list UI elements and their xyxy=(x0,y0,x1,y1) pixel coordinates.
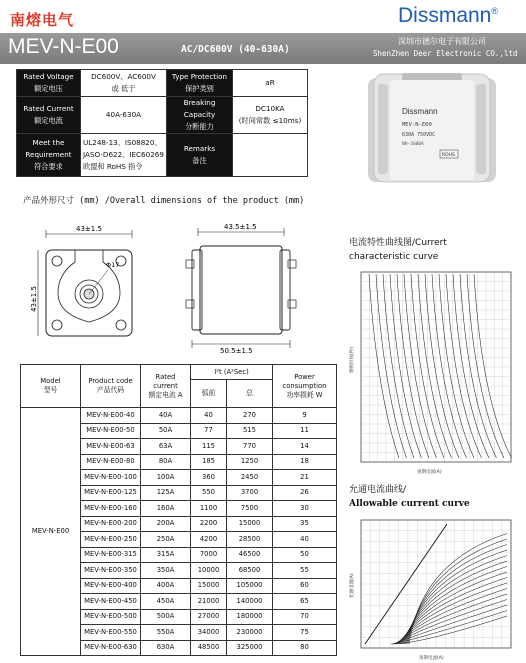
total-i2t-cell: 28500 xyxy=(227,532,273,548)
standards-line-2: JASO-D622、IEC60269 xyxy=(83,150,164,159)
rated-current-cell: 350A xyxy=(141,563,191,579)
product-code-cell: MEV-N-E00-100 xyxy=(81,470,141,486)
total-i2t-cell: 325000 xyxy=(227,640,273,656)
power-cell: 9 xyxy=(273,408,337,424)
total-i2t-cell: 1250 xyxy=(227,454,273,470)
total-i2t-cell: 68500 xyxy=(227,563,273,579)
allow-x-label: 预期电流(A) xyxy=(419,656,444,661)
title-banner xyxy=(0,33,526,64)
product-code-cell: MEV-N-E00-40 xyxy=(81,408,141,424)
power-cell: 65 xyxy=(273,594,337,610)
characteristic-curve-chart xyxy=(347,266,517,476)
product-code-cell: MEV-N-E00-250 xyxy=(81,532,141,548)
product-code-cell: MEV-N-E00-315 xyxy=(81,547,141,563)
breaking-capacity-value: DC10KA xyxy=(255,104,285,113)
power-cell: 50 xyxy=(273,547,337,563)
power-cell: 75 xyxy=(273,625,337,641)
product-code-cell: MEV-N-E00-350 xyxy=(81,563,141,579)
company-name-en: ShenZhen Deer Electronic CO.,ltd xyxy=(373,49,518,58)
product-code-cell: MEV-N-E00-450 xyxy=(81,594,141,610)
total-i2t-cell: 15000 xyxy=(227,516,273,532)
pre-arc-cell: 77 xyxy=(191,423,227,439)
product-code-cell: MEV-N-E00-550 xyxy=(81,625,141,641)
allowable-curve-title: 允通电流曲线/ Allowable current curve xyxy=(349,485,470,509)
product-code-cell: MEV-N-E00-50 xyxy=(81,423,141,439)
power-cell: 26 xyxy=(273,485,337,501)
pre-arc-cell: 360 xyxy=(191,470,227,486)
table-row xyxy=(21,408,337,424)
pre-arc-cell: 115 xyxy=(191,439,227,455)
col-code-en: Product code xyxy=(88,377,133,385)
fuse-label-rating: 630A 750VDC xyxy=(402,132,436,138)
power-cell: 18 xyxy=(273,454,337,470)
side-view-drawing xyxy=(180,220,310,360)
fuse-label-code: NH-3G00A xyxy=(402,142,424,147)
product-code-cell: MEV-N-E00-200 xyxy=(81,516,141,532)
model-title: MEV-N-E00 xyxy=(8,35,119,58)
product-code-cell: MEV-N-E00-63 xyxy=(81,439,141,455)
col-model-cn: 型号 xyxy=(43,386,58,394)
type-protection-value: aR xyxy=(233,70,308,97)
product-code-cell: MEV-N-E00-125 xyxy=(81,485,141,501)
power-cell: 14 xyxy=(273,439,337,455)
rated-voltage-value-2: 或 低于 xyxy=(111,84,136,93)
power-cell: 70 xyxy=(273,609,337,625)
product-table xyxy=(20,364,337,656)
power-cell: 60 xyxy=(273,578,337,594)
rated-current-cell: 550A xyxy=(141,625,191,641)
pre-arc-cell: 7000 xyxy=(191,547,227,563)
power-cell: 80 xyxy=(273,640,337,656)
hole-diameter-label: Φ17 xyxy=(106,261,120,269)
col-model-en: Model xyxy=(40,377,61,385)
pre-arc-cell: 1100 xyxy=(191,501,227,517)
rated-current-cell: 450A xyxy=(141,594,191,610)
rated-current-cell: 500A xyxy=(141,609,191,625)
allow-y-label: 允通电流(A) xyxy=(350,573,355,598)
pre-arc-cell: 10000 xyxy=(191,563,227,579)
meet-label-cn: 符合要求 xyxy=(34,162,63,171)
allowable-curve-chart xyxy=(347,516,517,661)
rated-current-cell: 200A xyxy=(141,516,191,532)
power-cell: 35 xyxy=(273,516,337,532)
pre-arc-cell: 27000 xyxy=(191,609,227,625)
company-name-cn: 深圳市德尔电子有限公司 xyxy=(398,37,486,46)
total-i2t-cell: 140000 xyxy=(227,594,273,610)
char-y-label: 熔断时间(秒) xyxy=(350,346,355,373)
rated-current-cell: 315A xyxy=(141,547,191,563)
product-code-cell: MEV-N-E00-160 xyxy=(81,501,141,517)
side-width-label: 43.5±1.5 xyxy=(224,223,257,231)
total-i2t-cell: 230000 xyxy=(227,625,273,641)
col-power-3: 功率损耗 W xyxy=(286,390,323,399)
rated-current-cell: 63A xyxy=(141,439,191,455)
pre-arc-cell: 34000 xyxy=(191,625,227,641)
total-i2t-cell: 180000 xyxy=(227,609,273,625)
product-code-cell: MEV-N-E00-630 xyxy=(81,640,141,656)
rated-current-label-cn: 额定电流 xyxy=(34,116,63,125)
front-width-label: 43±1.5 xyxy=(76,225,102,233)
standards-line-3: 欧盟和 RoHS 指令 xyxy=(83,162,143,171)
remarks-label-en: Remarks xyxy=(183,144,216,153)
type-protection-label-en: Type Protection xyxy=(171,72,228,81)
total-i2t-cell: 270 xyxy=(227,408,273,424)
rated-current-cell: 630A xyxy=(141,640,191,656)
product-code-cell: MEV-N-E00-80 xyxy=(81,454,141,470)
dissmann-logo: Dissmann® xyxy=(398,4,499,27)
rohs-mark: ROHS xyxy=(442,153,455,158)
col-rated-1: Rated xyxy=(155,372,176,381)
fuse-label-brand: Dissmann xyxy=(402,107,438,116)
pre-arc-cell: 4200 xyxy=(191,532,227,548)
pre-arc-cell: 550 xyxy=(191,485,227,501)
breaking-capacity-label-en: Breaking Capacity xyxy=(183,98,216,119)
col-total: 总 xyxy=(227,380,273,408)
rated-current-cell: 250A xyxy=(141,532,191,548)
pre-arc-cell: 2200 xyxy=(191,516,227,532)
pre-arc-cell: 48500 xyxy=(191,640,227,656)
remarks-label-cn: 备注 xyxy=(192,156,207,165)
side-length-label: 50.5±1.5 xyxy=(220,347,253,355)
front-view-drawing xyxy=(28,222,148,352)
col-rated-3: 额定电流 A xyxy=(148,390,183,399)
product-code-cell: MEV-N-E00-500 xyxy=(81,609,141,625)
power-cell: 40 xyxy=(273,532,337,548)
breaking-capacity-note: (时间常数 ≤10ms) xyxy=(238,116,302,125)
rated-voltage-label-cn: 额定电压 xyxy=(34,84,63,93)
rated-current-cell: 100A xyxy=(141,470,191,486)
rated-voltage-label-en: Rated Voltage xyxy=(23,72,74,81)
col-power-1: Power xyxy=(294,372,315,381)
meet-label-en-1: Meet the xyxy=(32,138,65,147)
col-code-cn: 产品代码 xyxy=(96,386,125,394)
power-cell: 21 xyxy=(273,470,337,486)
product-table-body xyxy=(21,408,337,656)
rated-voltage-value: DC600V、AC600V xyxy=(91,72,156,81)
type-protection-label-cn: 保护类别 xyxy=(185,84,214,93)
standards-line-1: UL248-13、IS08820、 xyxy=(83,138,162,147)
rated-current-value: 40A-630A xyxy=(81,97,167,134)
power-cell: 30 xyxy=(273,501,337,517)
spec-table xyxy=(16,69,308,177)
total-i2t-cell: 515 xyxy=(227,423,273,439)
col-pre-arc: 弧前 xyxy=(191,380,227,408)
remarks-value xyxy=(233,134,308,177)
dimensions-title: 产品外形尺寸 (mm) /Overall dimensions of the product (mm) xyxy=(23,196,305,206)
meet-label-en-2: Requirement xyxy=(25,150,72,159)
characteristic-curve-title: 电流特性曲线图/Currert characteristic curve xyxy=(349,238,447,262)
rated-current-cell: 50A xyxy=(141,423,191,439)
rated-current-cell: 125A xyxy=(141,485,191,501)
pre-arc-cell: 185 xyxy=(191,454,227,470)
breaking-capacity-label-cn: 分断能力 xyxy=(185,122,214,131)
power-cell: 11 xyxy=(273,423,337,439)
total-i2t-cell: 46500 xyxy=(227,547,273,563)
total-i2t-cell: 105000 xyxy=(227,578,273,594)
voltage-range: AC/DC600V (40-630A) xyxy=(181,44,290,55)
pre-arc-cell: 40 xyxy=(191,408,227,424)
col-power-2: consumption xyxy=(282,381,327,390)
fuse-product-photo xyxy=(362,70,502,188)
col-i2t: I²t (A²Sec) xyxy=(191,365,273,380)
char-x-label: 预期电流(A) xyxy=(417,470,442,475)
front-height-label: 43±1.5 xyxy=(30,286,38,312)
rated-current-cell: 160A xyxy=(141,501,191,517)
pre-arc-cell: 15000 xyxy=(191,578,227,594)
rated-current-cell: 80A xyxy=(141,454,191,470)
total-i2t-cell: 770 xyxy=(227,439,273,455)
power-cell: 55 xyxy=(273,563,337,579)
brand-name-cn: 南熔电气 xyxy=(10,11,75,29)
total-i2t-cell: 7500 xyxy=(227,501,273,517)
col-rated-2: current xyxy=(153,381,178,390)
fuse-label-model: MEV-N-E00 xyxy=(402,122,432,128)
rated-current-cell: 400A xyxy=(141,578,191,594)
product-code-cell: MEV-N-E00-400 xyxy=(81,578,141,594)
pre-arc-cell: 21000 xyxy=(191,594,227,610)
total-i2t-cell: 3700 xyxy=(227,485,273,501)
total-i2t-cell: 2450 xyxy=(227,470,273,486)
model-name-cell: MEV-N-E00 xyxy=(21,408,81,656)
rated-current-cell: 40A xyxy=(141,408,191,424)
rated-current-label-en: Rated Current xyxy=(23,104,74,113)
